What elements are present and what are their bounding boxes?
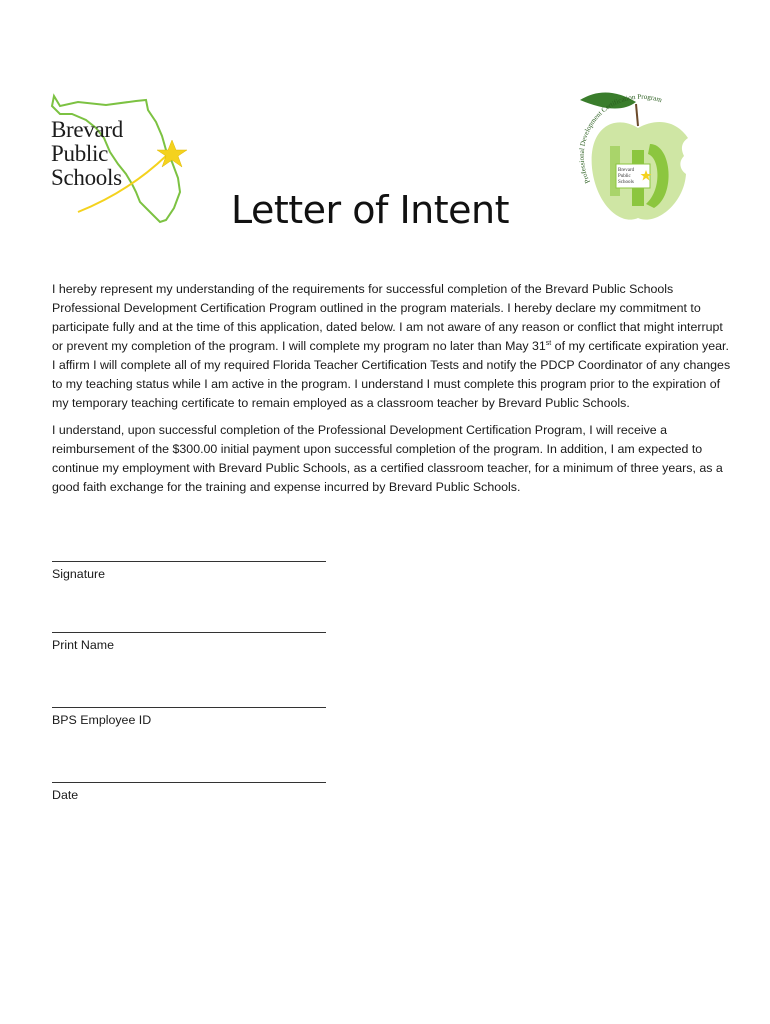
employee-id-line[interactable] <box>52 707 326 708</box>
paragraph-commitment-part1: I hereby represent my understanding of the requirements for successful completion of the Brevard Public Schools Professional Development Certification Program outlined in the program materials. I hereby declare my commitment to participate fully and at the time of this application, dated below. I am not aware of any reason or conflict that might interrupt or prevent my completion of the program. I will complete my program no later than May 31 <box>52 282 723 353</box>
brand-line-1: Brevard <box>51 117 123 142</box>
employee-id-label: BPS Employee ID <box>52 713 152 727</box>
mini-line-3: Schools <box>618 180 634 185</box>
print-name-line[interactable] <box>52 632 326 633</box>
signature-label: Signature <box>52 567 106 581</box>
pdcp-apple-logo <box>576 86 700 226</box>
ordinal-superscript: st <box>545 339 552 347</box>
signature-field[interactable] <box>52 561 352 581</box>
signature-line[interactable] <box>52 561 326 562</box>
employee-id-field[interactable] <box>52 707 352 727</box>
brand-line-3: Schools <box>51 165 122 190</box>
print-name-label: Print Name <box>52 638 114 652</box>
paragraph-commitment <box>52 280 734 413</box>
paragraph-reimbursement: I understand, upon successful completion of the Professional Development Certification Program, I will receive a reimbursement of the $300.00 initial payment upon successful completion of the program. In addition, I am expected to continue my employment with Brevard Public Schools, as a certified classroom teacher, for a minimum of three years, as a good faith exchange for the training and expense incurred by Brevard Public Schools. <box>52 423 723 494</box>
letter-body <box>52 280 734 505</box>
brevard-public-schools-logo <box>48 92 190 224</box>
print-name-field[interactable] <box>52 632 352 652</box>
apple-arc-text: Professional Development Certification Program <box>577 92 664 185</box>
page-title: Letter of Intent <box>231 188 510 232</box>
apple-mini-brand <box>618 168 634 186</box>
mini-line-1: Brevard <box>618 168 635 173</box>
date-line[interactable] <box>52 782 326 783</box>
brand-line-2: Public <box>51 141 108 166</box>
mini-line-2: Public <box>618 174 631 179</box>
brevard-brand-text <box>51 118 123 190</box>
apple-icon <box>576 86 700 226</box>
date-label: Date <box>52 788 79 802</box>
paragraph-commitment-part2: of my certificate expiration year. I affirm I will complete all of my required Florida Teacher Certification Tests and notify the PDCP Coordinator of any changes to my teaching status while I am active in the program. I understand I must complete this program prior to the expiration of my temporary teaching certificate to remain employed as a classroom teacher by Brevard Public Schools. <box>52 339 731 410</box>
date-field[interactable] <box>52 782 352 802</box>
